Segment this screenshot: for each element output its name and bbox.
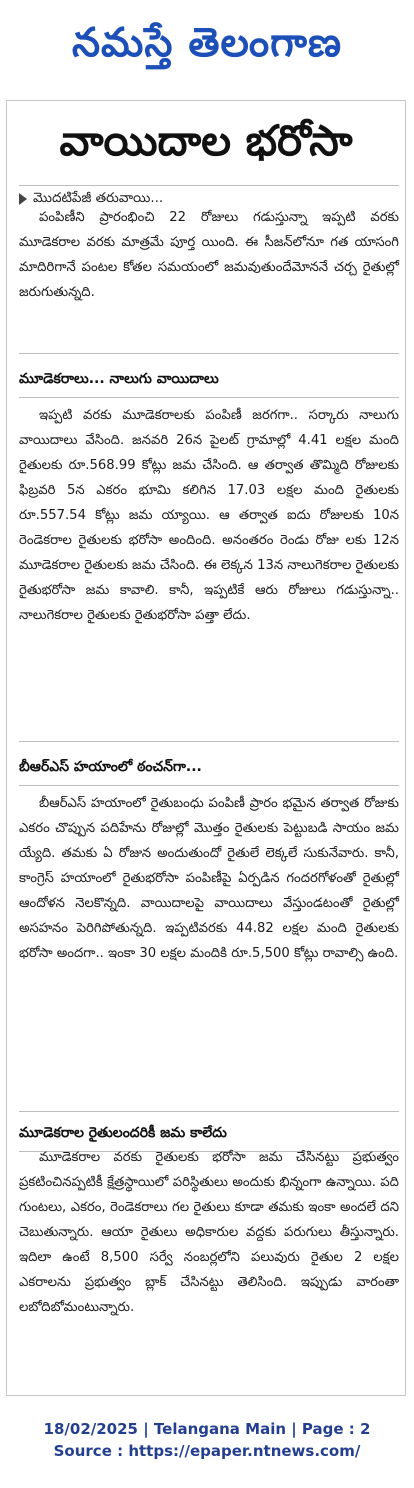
continued-text: మొదటిపేజీ తరువాయి...	[33, 189, 164, 206]
section-divider	[19, 397, 399, 398]
source-info: Source : https://epaper.ntnews.com/	[53, 1442, 361, 1460]
article-headline	[7, 107, 405, 185]
section-subhead: మూడెకరాల రైతులందరికీ జమ కాలేదు	[19, 1125, 227, 1141]
section-divider	[19, 785, 399, 786]
article-paragraph: పంపిణీని ప్రారంభించి 22 రోజులు గడుస్తున్నా ఇప్పటి వరకు మూడెకరాల వరకు మాత్రమే పూర్త యింది. ఈ సీజన్‌లోనూ గత యాసంగి మాదిరిగానే పంటల కోతల సమయంలో జమవుతుందేమోననే చర్చ రైతుల్లో జరుగుతున్నది.	[19, 210, 399, 300]
article-clipping	[6, 100, 406, 1396]
section-divider	[19, 353, 399, 354]
section-divider	[19, 741, 399, 742]
headline-text: వాయిదాల భరోసా	[59, 116, 353, 165]
article-paragraph: బీఆర్‌ఎస్ హయాంలో రైతుబంధు పంపిణీ ప్రారం భమైన తర్వాత రోజుకు ఎకరం చొప్పున పదిహేను రోజుల్లో మొత్తం రైతులకు పెట్టుబడి సాయం జమ య్యేది. తమకు ఏ రోజున అందుతుందో రైతులే లెక్కలే సుకునేవారు. కానీ, కాంగ్రెస్ హయాంలో రైతుభరోసా పంపిణీపై ఏర్పడిన గందరగోళంతో రైతుల్లో ఆందోళన నెలకొన్నది. వాయిదాలపై వాయిదాలు వేస్తుండటంతో రైతుల్లో అసహనం పెరిగిపోతున్నది. ఇప్పటివరకు 44.82 లక్షల మంది రైతులకు భరోసా అందగా.. ఇంకా 30 లక్షల మందికి రూ.5,500 కోట్లు రావాల్సి ఉంది.	[19, 796, 399, 961]
section-subhead: మూడెకరాలు... నాలుగు వాయిదాలు	[19, 371, 219, 387]
page-footer	[0, 1418, 414, 1462]
arrow-right-icon	[19, 193, 27, 205]
article-paragraph: ఇప్పటి వరకు మూడెకరాలకు పంపిణీ జరగగా.. సర్కారు నాలుగు వాయిదాలు వేసింది. జనవరి 26న పైలట్ గ్రామాల్లో 4.41 లక్షల మంది రైతులకు రూ.568.99 కోట్లు జమ చేసింది. ఆ తర్వాత తొమ్మిది రోజులకు ఫిబ్రవరి 5న ఎకరం భూమి కలిగిన 17.03 లక్షల మంది రైతులకు రూ.557.54 కోట్లు జమ య్యాయి. ఆ తర్వాత ఐదు రోజులకు 10న రెండెకరాల రైతులకు భరోసా అందింది. అనంతరం రెండు రోజు లకు 12న మూడెకరాల రైతులకు జమ చేసింది. ఈ లెక్కన 13న నాలుగెకరాల రైతులకు రైతుభరోసా జమ కావాలి. కానీ, ఇప్పటికే ఆరు రోజులు గడుస్తున్నా.. నాలుగెకరాల రైతులకు రైతుభరోసా పత్తా లేదు.	[19, 408, 399, 623]
section-subhead: బీఆర్‌ఎస్ హయాంలో ఠంచన్‌గా...	[19, 759, 202, 775]
headline-divider	[19, 185, 399, 186]
section-divider	[19, 1111, 399, 1112]
masthead	[0, 0, 414, 96]
edition-info: 18/02/2025 | Telangana Main | Page : 2	[43, 1420, 371, 1438]
article-paragraph: మూడెకరాల వరకు రైతులకు భరోసా జమ చేసినట్టు ప్రభుత్వం ప్రకటించినప్పటికీ క్షేత్రస్థాయిలో పరిస్థితులు అందుకు భిన్నంగా ఉన్నాయి. పది గుంటలు, ఎకరం, రెండెకరాలు గల రైతులు కూడా తమకు ఇంకా అందలే దని చెబుతున్నారు. ఆయా రైతులు అధికారుల వద్దకు పరుగులు తీస్తున్నారు. ఇదిలా ఉంటే 8,500 సర్వే నంబర్లలోని పలువురు రైతుల 2 లక్షల ఎకరాలను ప్రభుత్వం బ్లాక్ చేసినట్టు తెలిసింది. ఇప్పుడు వారంతా లబోదిబోమంటున్నారు.	[19, 1150, 399, 1315]
newspaper-logo: నమస్తే తెలంగాణ	[71, 20, 343, 66]
